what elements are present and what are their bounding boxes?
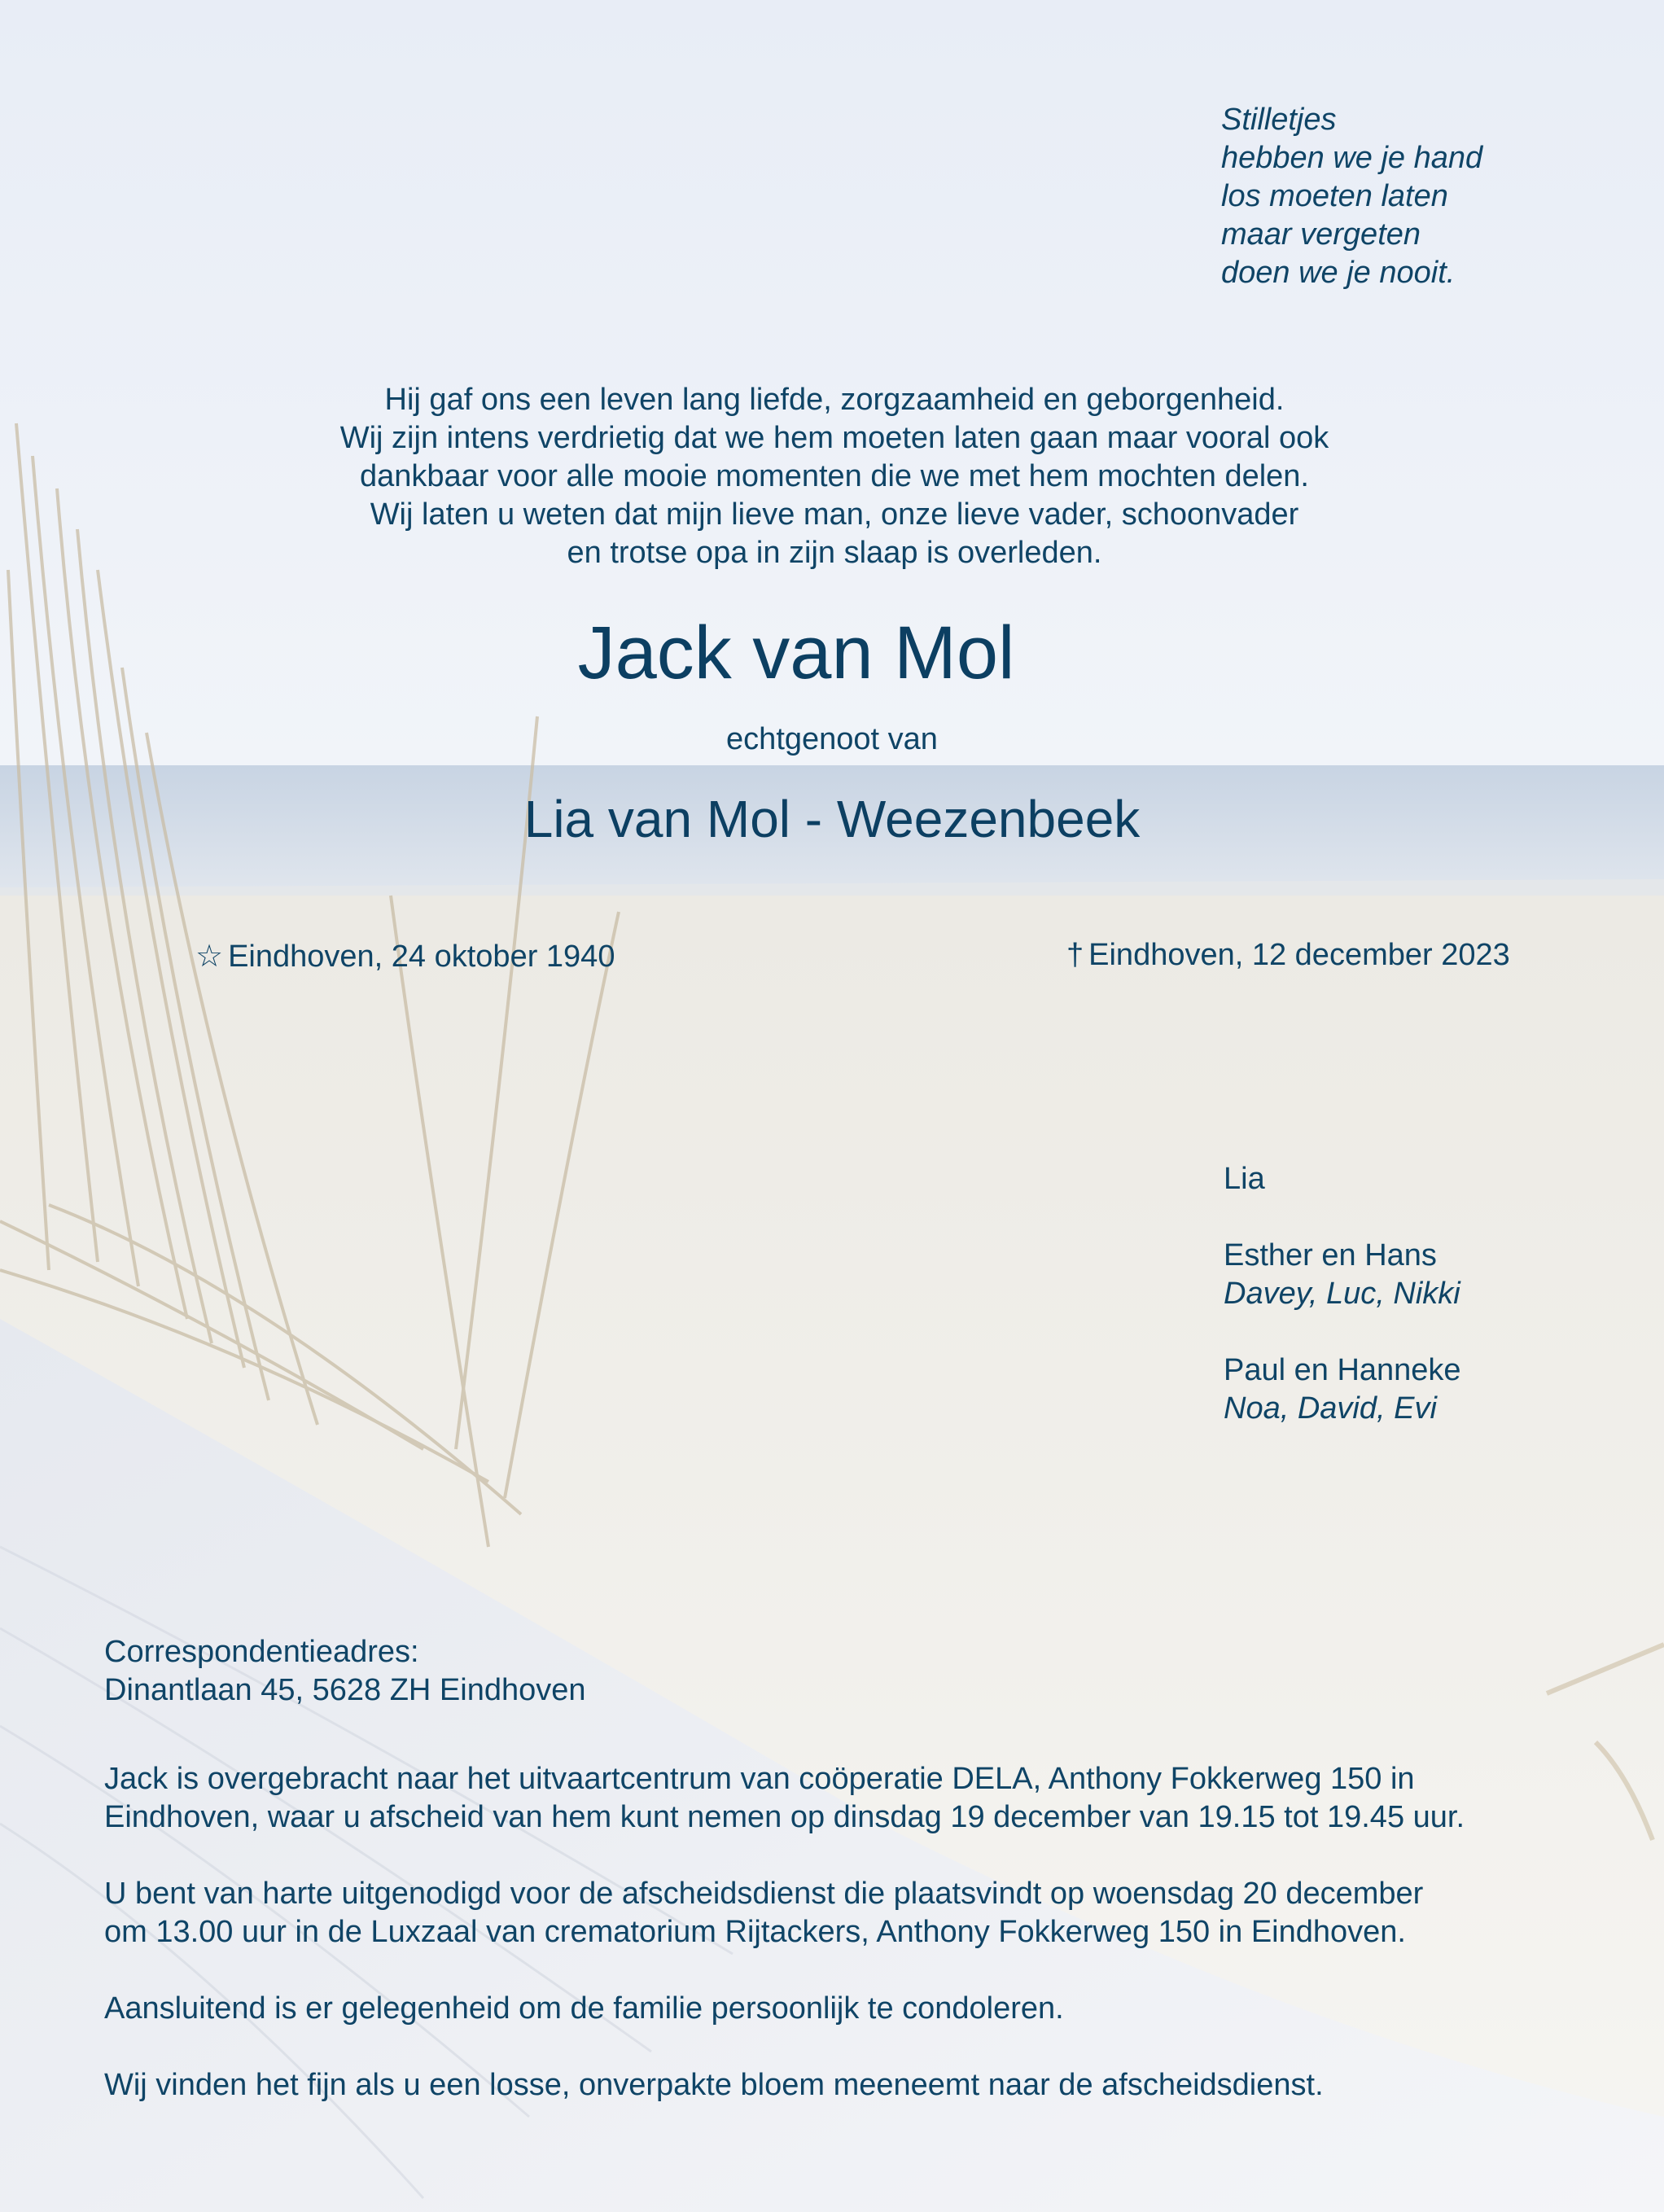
intro-text	[163, 381, 1506, 572]
star-icon: ☆	[195, 940, 224, 974]
birth-date	[195, 938, 615, 975]
flowers-paragraph: Wij vinden het fijn als u een losse, onverpakte bloem meeneemt naar de afscheidsdienst.	[104, 2068, 1324, 2102]
poem-line: hebben we je hand	[1221, 141, 1483, 175]
service-paragraph	[104, 1875, 1635, 1951]
farewell-paragraph	[104, 1760, 1635, 1837]
condolence-paragraph: Aansluitend is er gelegenheid om de familie persoonlijk te condoleren.	[104, 1991, 1064, 2026]
funeral-notes	[104, 1760, 1635, 2143]
correspondence-label: Correspondentieadres:	[104, 1635, 419, 1669]
deceased-name: Jack van Mol	[577, 611, 1015, 694]
intro-line: en trotse opa in zijn slaap is overleden.	[567, 536, 1102, 570]
farewell-line: Jack is overgebracht naar het uitvaartcentrum van coöperatie DELA, Anthony Fokkerweg 150 in	[104, 1762, 1415, 1796]
poem-line: maar vergeten	[1221, 217, 1421, 252]
poem-line: doen we je nooit.	[1221, 256, 1456, 290]
poem	[1221, 101, 1482, 292]
intro-line: Wij laten u weten dat mijn lieve man, onze lieve vader, schoonvader	[370, 497, 1299, 532]
intro-line: Wij zijn intens verdrietig dat we hem moeten laten gaan maar vooral ook	[339, 421, 1329, 455]
family-grandchildren: Davey, Luc, Nikki	[1224, 1277, 1460, 1311]
family-partner: Lia	[1224, 1162, 1265, 1196]
intro-line: Hij gaf ons een leven lang liefde, zorgzaamheid en geborgenheid.	[384, 383, 1285, 417]
poem-line: los moeten laten	[1221, 179, 1448, 213]
family-grandchildren: Noa, David, Evi	[1224, 1391, 1437, 1426]
intro-line: dankbaar voor alle mooie momenten die we met hem mochten delen.	[360, 459, 1309, 493]
farewell-line: Eindhoven, waar u afscheid van hem kunt nemen op dinsdag 19 december van 19.15 tot 19.45 uur.	[104, 1800, 1465, 1834]
relation-label: echtgenoot van	[726, 722, 938, 756]
death-date-text: Eindhoven, 12 december 2023	[1088, 938, 1510, 972]
service-line: om 13.00 uur in de Luxzaal van crematorium Rijtackers, Anthony Fokkerweg 150 in Eindhoven.	[104, 1915, 1406, 1949]
death-date	[1066, 936, 1510, 974]
correspondence-address	[104, 1633, 586, 1710]
correspondence-value: Dinantlaan 45, 5628 ZH Eindhoven	[104, 1673, 586, 1707]
poem-line: Stilletjes	[1221, 103, 1337, 137]
birth-date-text: Eindhoven, 24 oktober 1940	[228, 940, 615, 974]
family-list	[1224, 1160, 1461, 1428]
family-child: Esther en Hans	[1224, 1238, 1437, 1272]
spouse-name: Lia van Mol - Weezenbeek	[523, 790, 1141, 848]
service-line: U bent van harte uitgenodigd voor de afscheidsdienst die plaatsvindt op woensdag 20 december	[104, 1877, 1424, 1911]
family-child: Paul en Hanneke	[1224, 1353, 1461, 1387]
cross-icon: †	[1066, 938, 1084, 972]
